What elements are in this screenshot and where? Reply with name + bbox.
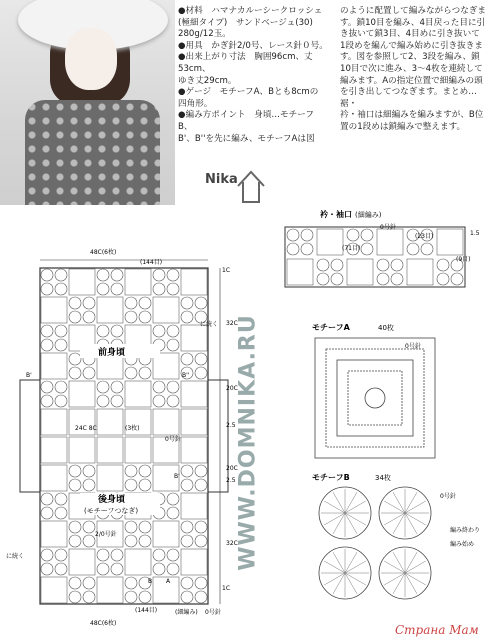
- house-arrow-icon: [235, 168, 267, 206]
- motif-b-spoke: [384, 501, 405, 513]
- face: [65, 28, 117, 90]
- motif-b-cell: [97, 395, 109, 407]
- motif-b-cell: [111, 395, 123, 407]
- instruction-line: 編みます。Aの指定位置で細編みの頭: [340, 75, 483, 86]
- collar-motif-b: [331, 273, 343, 285]
- motif-b-cell: [69, 521, 81, 533]
- motif-b-spoke: [333, 552, 345, 573]
- motif-b-cell: [167, 563, 179, 575]
- motif-a-cell: [41, 437, 67, 463]
- motif-b-cell: [153, 325, 165, 337]
- motif-b-title: モチーフB: [312, 473, 350, 482]
- motif-b-cell: [41, 381, 53, 393]
- collar-hook: 0号針: [380, 224, 396, 231]
- motif-b-spoke: [345, 492, 357, 513]
- motif-b-cell: [55, 325, 67, 337]
- motif-b-spoke: [324, 561, 345, 573]
- collar-title: 衿・袖口: [320, 210, 352, 219]
- instruction-line: ●ゲージ モチーフA、Bとも8cmの: [178, 87, 319, 98]
- mid-row-label-b: (3枚): [125, 425, 140, 432]
- motif-a-cell: [41, 297, 67, 323]
- motif-b-cell: [181, 297, 193, 309]
- motif-a-cell: [41, 353, 67, 379]
- motif-b-cell: [97, 269, 109, 281]
- motif-b-cell: [125, 591, 137, 603]
- motif-b-cell: [55, 563, 67, 575]
- motif-b-cell: [69, 465, 81, 477]
- b-label-3: B': [174, 473, 180, 480]
- collar-motif-b: [317, 273, 329, 285]
- instruction-line: 四角形。: [178, 98, 213, 109]
- motif-b-cell: [83, 535, 95, 547]
- watermark: [235, 280, 264, 610]
- motif-b-spoke: [384, 561, 405, 573]
- hook-label-mid: 0号針: [165, 436, 181, 443]
- motif-b-cell: [111, 563, 123, 575]
- motif-b-cell: [69, 367, 81, 379]
- motif-b-spoke: [384, 513, 405, 525]
- collar-motif-b: [437, 259, 449, 271]
- motif-b-cell: [195, 353, 207, 365]
- collar-motif-b: [347, 229, 359, 241]
- motif-b-cell: [181, 535, 193, 547]
- motif-b-cell: [167, 381, 179, 393]
- instruction-line: ●材料 ハマナカルーシークロッシェ: [178, 6, 323, 16]
- motif-b-spoke: [405, 513, 417, 534]
- motif-b-spoke: [345, 573, 366, 585]
- motif-a-cell: [41, 521, 67, 547]
- collar-motif-b: [361, 243, 373, 255]
- width-top-stitch: (144目): [140, 259, 163, 266]
- motif-b-cell: [167, 325, 179, 337]
- motif-b-cell: [139, 367, 151, 379]
- motif-a-cell: [69, 381, 95, 407]
- motif-b-cell: [41, 493, 53, 505]
- collar-motif-b: [391, 273, 403, 285]
- motif-a-diagram: [315, 338, 435, 458]
- motif-b-cell: [41, 549, 53, 561]
- collar-motif-a: [287, 259, 313, 285]
- motif-b-spoke: [345, 552, 357, 573]
- motif-b-cell: [195, 577, 207, 589]
- motif-b-end: 編み終わり: [450, 527, 481, 534]
- motif-b-spoke: [345, 513, 357, 534]
- brand-logo: Страна Мам: [395, 623, 479, 637]
- collar-motif-b: [437, 273, 449, 285]
- motif-b-cell: [41, 269, 53, 281]
- motif-b-cell: [83, 465, 95, 477]
- collar-motif-a: [317, 229, 343, 255]
- motif-a-cell: [97, 465, 123, 491]
- motif-a-cell: [181, 381, 207, 407]
- seg-1c-top: 1C: [222, 267, 231, 274]
- motif-a-center: [365, 388, 385, 408]
- instruction-line: 置の1段めは鎖編みで整えます。: [340, 121, 466, 132]
- motif-a-cell: [153, 409, 179, 435]
- instruction-line: 10目で次に進み、3～4枚を連続して: [340, 63, 483, 74]
- instruction-line: す。図を参照して2、3段を編み、鎖: [340, 52, 480, 63]
- a-label: A: [166, 578, 171, 585]
- motif-b-cell: [181, 465, 193, 477]
- collar-motif-b: [317, 259, 329, 271]
- watermark-text: WWW.DOMNIKA.RU: [235, 314, 261, 571]
- motif-a-cell: [69, 269, 95, 295]
- body-outline: [40, 268, 208, 604]
- b-label-1: B': [26, 372, 32, 379]
- left-flap: [20, 380, 40, 492]
- motif-b-cell: [167, 395, 179, 407]
- collar-motif-a: [347, 259, 373, 285]
- motif-a-cell: [125, 437, 151, 463]
- motif-b-cell: [83, 521, 95, 533]
- motif-a-cell: [181, 325, 207, 351]
- continue-label-right: に続く: [200, 321, 219, 328]
- continue-label-left: に続く: [6, 553, 25, 560]
- motif-b-cell: [195, 535, 207, 547]
- collar-motif-b: [377, 259, 389, 271]
- motif-b-cell: [83, 297, 95, 309]
- motif-b-cell: [125, 311, 137, 323]
- motif-a-cell: [97, 577, 123, 603]
- motif-b-cell: [111, 549, 123, 561]
- motif-a-cell: [69, 549, 95, 575]
- instruction-line: き抜いて鎖3目、4目めに引き抜いて: [340, 29, 480, 40]
- motif-b-hook: 0号針: [440, 493, 456, 500]
- seg-25-b: 2.5: [226, 477, 236, 484]
- motif-b-cell: [41, 339, 53, 351]
- motif-b-cell: [69, 479, 81, 491]
- collar-motif-b: [287, 229, 299, 241]
- motif-b-spoke: [345, 573, 357, 594]
- motif-b-cell: [55, 339, 67, 351]
- motif-b-cell: [41, 395, 53, 407]
- motif-b-cell: [83, 367, 95, 379]
- motif-b-cell: [167, 269, 179, 281]
- motif-b-cell: [153, 381, 165, 393]
- motif-b-cell: [181, 577, 193, 589]
- motif-b-cell: [139, 465, 151, 477]
- instruction-line: ゆき丈29cm。: [178, 75, 237, 86]
- instruction-line: B'、B''を先に編み、モチーフAは図: [178, 133, 315, 144]
- body-chart: [0, 240, 240, 640]
- collar-71: (71目): [342, 245, 361, 252]
- motif-b-cell: [125, 577, 137, 589]
- collar-motif-a: [437, 229, 463, 255]
- motif-a-cell: [181, 409, 207, 435]
- motif-b-cell: [55, 493, 67, 505]
- motif-b-spoke: [405, 561, 426, 573]
- motif-a-ring: [315, 338, 435, 458]
- collar-motif-b: [391, 259, 403, 271]
- credit-label: Nika: [205, 172, 238, 187]
- motif-b-cell: [55, 507, 67, 519]
- motif-b-cell: [153, 395, 165, 407]
- hook-label-2: 2/0号針: [95, 531, 117, 538]
- collar-motif-b: [331, 259, 343, 271]
- collar-chart: [280, 205, 480, 305]
- motif-b-cell: [195, 521, 207, 533]
- collar-motif-b: [287, 243, 299, 255]
- motif-b-count: 34枚: [375, 474, 391, 482]
- motif-b-spoke: [405, 552, 417, 573]
- motif-b-spoke: [405, 501, 426, 513]
- motif-b-cell: [125, 297, 137, 309]
- instruction-line: を引き出してつなぎます。まとめ…裾・: [340, 87, 477, 109]
- motif-b-cell: [83, 479, 95, 491]
- motif-a-ring: [348, 371, 402, 425]
- motif-a-cell: [41, 465, 67, 491]
- motif-b-cell: [69, 591, 81, 603]
- motif-b-cell: [153, 563, 165, 575]
- motif-a-cell: [181, 269, 207, 295]
- motif-b-cell: [41, 283, 53, 295]
- motif-a-cell: [181, 549, 207, 575]
- instructions-col-1: [178, 6, 328, 145]
- hook-label-bottom: 0号針: [205, 609, 221, 616]
- motif-b-diagram: [319, 487, 431, 599]
- motif-b-cell: [153, 283, 165, 295]
- motif-a-cell: [153, 521, 179, 547]
- back-sub-label: (モチーフつなぎ): [84, 507, 139, 515]
- motif-b-chart: [300, 468, 500, 608]
- front-label: 前身頃: [98, 348, 126, 358]
- width-bottom-label: 48C(6枚): [90, 620, 117, 627]
- motif-b-spoke: [324, 513, 345, 525]
- motif-b-cell: [139, 591, 151, 603]
- motif-b-cell: [139, 479, 151, 491]
- motif-b-spoke: [345, 561, 366, 573]
- motif-b-cell: [83, 591, 95, 603]
- motif-a-chart: [300, 318, 500, 463]
- hem-label: (細編み): [175, 609, 198, 616]
- motif-b-cell: [139, 535, 151, 547]
- collar-motif-a: [377, 229, 403, 255]
- motif-b-spoke: [345, 513, 366, 525]
- collar-motif-b: [407, 243, 419, 255]
- motif-b-cell: [55, 269, 67, 281]
- motif-b-cell: [41, 563, 53, 575]
- motif-a-cell: [69, 437, 95, 463]
- instruction-line: 280g/12玉。: [178, 29, 231, 40]
- motif-b-cell: [69, 297, 81, 309]
- motif-b-spoke: [405, 492, 417, 513]
- collar-grid: [285, 227, 465, 287]
- collar-outline: [285, 227, 465, 287]
- motif-b-spoke: [333, 573, 345, 594]
- instruction-line: ●用具 かぎ針2/0号、レース針０号。: [178, 40, 328, 51]
- motif-b-cell: [55, 283, 67, 295]
- collar-motif-b: [421, 243, 433, 255]
- b-label-4: B: [148, 578, 153, 585]
- motif-b-cell: [55, 395, 67, 407]
- motif-b-cell: [167, 549, 179, 561]
- motif-b-spoke: [393, 492, 405, 513]
- instruction-line: (極細タイプ) サンドベージュ(30): [178, 17, 313, 28]
- collar-9: (9目): [456, 256, 471, 263]
- motif-a-cell: [125, 381, 151, 407]
- seg-20c-b: 20C: [226, 465, 238, 472]
- motif-a-hook: 0号針: [405, 343, 421, 350]
- motif-b-cell: [167, 507, 179, 519]
- motif-b-spoke: [405, 573, 417, 594]
- instruction-line: 衿・袖口は細編みを編みますが、B位: [340, 110, 484, 121]
- motif-a-cell: [41, 409, 67, 435]
- width-bottom-stitch: (144目): [135, 607, 158, 614]
- motif-b-spoke: [324, 501, 345, 513]
- motif-b-cell: [139, 521, 151, 533]
- motif-b-spoke: [333, 513, 345, 534]
- motif-a-cell: [153, 297, 179, 323]
- motif-a-cell: [181, 437, 207, 463]
- motif-b-cell: [139, 311, 151, 323]
- motif-a-title: モチーフA: [312, 323, 350, 332]
- motif-b-cell: [195, 479, 207, 491]
- motif-b-cell: [97, 283, 109, 295]
- collar-sub: (細編み): [355, 211, 382, 219]
- crochet-top: [25, 100, 160, 205]
- motif-b-spoke: [393, 573, 405, 594]
- seg-25-a: 2.5: [226, 422, 236, 429]
- motif-b-cell: [41, 325, 53, 337]
- seg-32c-bottom: 32C: [226, 540, 238, 547]
- motif-b-cell: [55, 549, 67, 561]
- motif-b-cell: [111, 283, 123, 295]
- motif-b-cell: [195, 591, 207, 603]
- motif-b-cell: [97, 563, 109, 575]
- model-photo: [0, 0, 175, 205]
- motif-a-cell: [181, 493, 207, 519]
- motif-b-cell: [125, 521, 137, 533]
- motif-b-cell: [139, 297, 151, 309]
- motif-a-ring: [326, 349, 424, 447]
- motif-a-cell: [125, 549, 151, 575]
- motif-b-cell: [153, 549, 165, 561]
- motif-b-cell: [181, 591, 193, 603]
- motif-b-cell: [181, 479, 193, 491]
- motif-b-cell: [195, 297, 207, 309]
- motif-b-cell: [111, 325, 123, 337]
- collar-motif-b: [301, 243, 313, 255]
- motif-b-cell: [167, 339, 179, 351]
- motif-b-cell: [41, 507, 53, 519]
- motif-b-cell: [55, 381, 67, 393]
- instruction-line: す。鎖10目を編み、4目戻った目に引: [340, 17, 486, 28]
- mid-row-label: 24C 8C: [75, 425, 97, 432]
- collar-motif-b: [451, 273, 463, 285]
- motif-b-cell: [195, 465, 207, 477]
- collar-23: (23目): [415, 233, 434, 240]
- motif-a-cell: [97, 437, 123, 463]
- collar-motif-b: [301, 229, 313, 241]
- motif-b-cell: [181, 311, 193, 323]
- instructions-col-2: [340, 6, 490, 134]
- motif-b-start: 編み始め: [450, 541, 475, 548]
- seg-20c-a: 20C: [226, 385, 238, 392]
- collar-motif-a: [407, 259, 433, 285]
- width-top-label: 48C(6枚): [90, 249, 117, 256]
- motif-a-count: 40枚: [378, 324, 394, 332]
- motif-b-cell: [97, 325, 109, 337]
- motif-b-cell: [111, 381, 123, 393]
- instruction-line: 1段めを編んで編み始めに引き抜きま: [340, 40, 483, 51]
- motif-b-cell: [83, 577, 95, 589]
- motif-a-cell: [97, 409, 123, 435]
- motif-a-cell: [41, 577, 67, 603]
- motif-b-cell: [181, 353, 193, 365]
- collar-motif-b: [361, 229, 373, 241]
- motif-b-spoke: [393, 513, 405, 534]
- motif-b-cell: [167, 283, 179, 295]
- motif-b-spoke: [384, 573, 405, 585]
- collar-15: 1.5: [470, 230, 480, 237]
- motif-b-spoke: [345, 501, 366, 513]
- seg-1c-bottom: 1C: [222, 585, 231, 592]
- motif-b-cell: [69, 353, 81, 365]
- motif-a-cell: [125, 269, 151, 295]
- motif-b-cell: [69, 311, 81, 323]
- motif-b-spoke: [333, 492, 345, 513]
- motif-b-spoke: [393, 552, 405, 573]
- collar-motif-b: [377, 273, 389, 285]
- b-label-2: B'': [182, 372, 190, 379]
- motif-b-cell: [167, 493, 179, 505]
- motif-b-spoke: [405, 513, 426, 525]
- motif-b-cell: [125, 535, 137, 547]
- instruction-line: ●出来上がり寸法 胸囲96cm、丈53cm、: [178, 52, 313, 74]
- motif-b-cell: [69, 577, 81, 589]
- motif-b-spoke: [405, 573, 426, 585]
- motif-b-spoke: [324, 573, 345, 585]
- motif-b-cell: [97, 381, 109, 393]
- motif-b-cell: [125, 465, 137, 477]
- motif-b-cell: [69, 535, 81, 547]
- seg-32c-top: 32C: [226, 320, 238, 327]
- right-flap: [208, 380, 228, 492]
- motif-b-cell: [83, 311, 95, 323]
- motif-b-cell: [181, 521, 193, 533]
- back-label: 後身頃: [98, 495, 126, 505]
- motif-b-cell: [125, 479, 137, 491]
- motif-b-cell: [153, 269, 165, 281]
- motif-a-cell: [97, 297, 123, 323]
- motif-b-cell: [125, 367, 137, 379]
- instruction-line: ●編み方ポイント 身頃…モチーフB、: [178, 110, 314, 132]
- motif-b-cell: [195, 367, 207, 379]
- motif-b-cell: [97, 549, 109, 561]
- motif-b-cell: [111, 269, 123, 281]
- instruction-line: のように配置して編みながらつなぎま: [340, 6, 487, 16]
